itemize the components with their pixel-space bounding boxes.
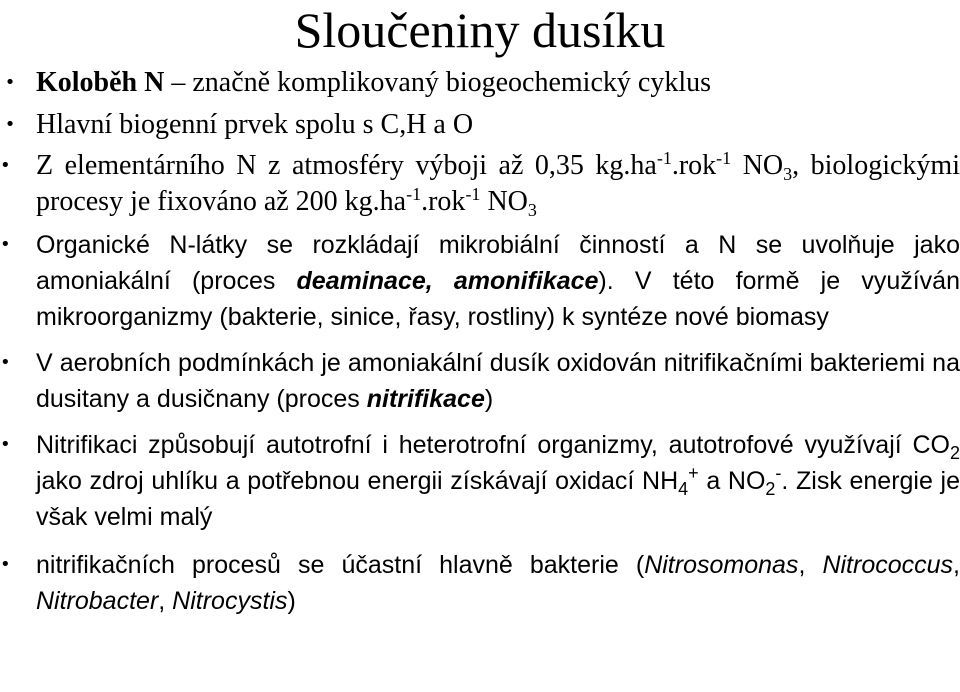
bacteria-sep-1: , xyxy=(798,551,823,579)
nh4-sup: + xyxy=(688,463,699,483)
nitrification-term: nitrifikace xyxy=(366,385,485,413)
aerobic-text-b: ) xyxy=(484,385,494,413)
fixation-sup-4: -1 xyxy=(465,184,481,204)
bullet-dot-icon: • xyxy=(4,72,16,93)
bacteria-sep-3: , xyxy=(158,587,173,615)
fixation-text-f: NO xyxy=(480,186,528,217)
decomposition-text-a: Organické N-látky se rozkládají mikrobiální činností a N se uvolňuje jako amoniakální (proces xyxy=(36,231,960,295)
nh4-sub: 4 xyxy=(678,479,689,499)
nitrogen-cycle-text: – značně komplikovaný biogeochemický cyklus xyxy=(164,67,711,98)
bullet-nitrification-aerobic xyxy=(0,345,960,417)
bullet-nitrogen-cycle xyxy=(0,65,960,101)
fixation-sup-1: -1 xyxy=(656,148,672,168)
bullet-nitrification-organisms xyxy=(0,427,960,535)
bullet-dot-icon: • xyxy=(0,554,11,575)
bullet-dot-icon: • xyxy=(0,155,11,176)
fixation-sup-2: -1 xyxy=(716,148,732,168)
organisms-text-c: a NO xyxy=(698,467,766,495)
fixation-text-e: .rok xyxy=(421,186,466,217)
nitrogen-cycle-term: Koloběh N xyxy=(36,67,165,98)
fixation-sub-1: 3 xyxy=(783,164,793,184)
deamination-term: deaminace, amonifikace xyxy=(296,267,599,295)
decomposition-text-b: ). V této formě je využíván mikroorganizmy (bakterie, sinice, řasy, rostliny) k syntéze nové biomasy xyxy=(36,267,960,331)
bacteria-nitrobacter: Nitrobacter xyxy=(36,587,159,615)
bacteria-nitrocystis: Nitrocystis xyxy=(172,587,288,615)
no2-sup: - xyxy=(775,463,782,483)
aerobic-text-a: V aerobních podmínkách je amoniakální dusík oxidován nitrifikačními bakteriemi na dusitany a dusičnany (proces xyxy=(36,349,960,413)
bullet-dot-icon: • xyxy=(0,234,11,255)
bullet-list xyxy=(0,62,960,619)
bacteria-text-b: ) xyxy=(287,587,296,615)
bullet-organic-decomposition xyxy=(0,227,960,335)
fixation-text-a: Z elementárního N z atmosféry výboji až 0,35 kg.ha xyxy=(36,150,657,181)
fixation-sup-3: -1 xyxy=(406,184,422,204)
bacteria-nitrosomonas: Nitrosomonas xyxy=(644,551,799,579)
bullet-main-biogenic-element xyxy=(0,107,960,143)
fixation-text-b: .rok xyxy=(671,150,717,181)
bacteria-sep-2: , xyxy=(953,551,960,579)
fixation-text-c: NO xyxy=(731,150,784,181)
fixation-sub-2: 3 xyxy=(527,200,537,220)
organisms-text-a: Nitrifikaci způsobují autotrofní i heterotrofní organizmy, autotrofové využívají CO xyxy=(36,431,950,459)
slide-title: Sloučeniny dusíku xyxy=(294,2,666,58)
bullet-dot-icon: • xyxy=(4,114,16,135)
organisms-text-b: jako zdroj uhlíku a potřebnou energii získávají oxidací NH xyxy=(36,467,679,495)
co2-sub: 2 xyxy=(949,443,960,463)
bacteria-text-a: nitrifikačních procesů se účastní hlavně bakterie ( xyxy=(36,551,645,579)
fixation-text-d: , biologickými procesy je fixováno až 200 kg.ha xyxy=(36,150,960,217)
no2-sub: 2 xyxy=(765,479,776,499)
bacteria-nitrococcus: Nitrococcus xyxy=(822,551,954,579)
bullet-dot-icon: • xyxy=(0,434,11,455)
organisms-text-d: . Zisk energie je však velmi malý xyxy=(36,467,960,531)
bullet-atmospheric-fixation xyxy=(0,148,960,220)
bullet-dot-icon: • xyxy=(0,352,11,373)
bullet-nitrifying-bacteria xyxy=(0,547,960,619)
main-biogenic-element-text: Hlavní biogenní prvek spolu s C,H a O xyxy=(36,109,474,140)
